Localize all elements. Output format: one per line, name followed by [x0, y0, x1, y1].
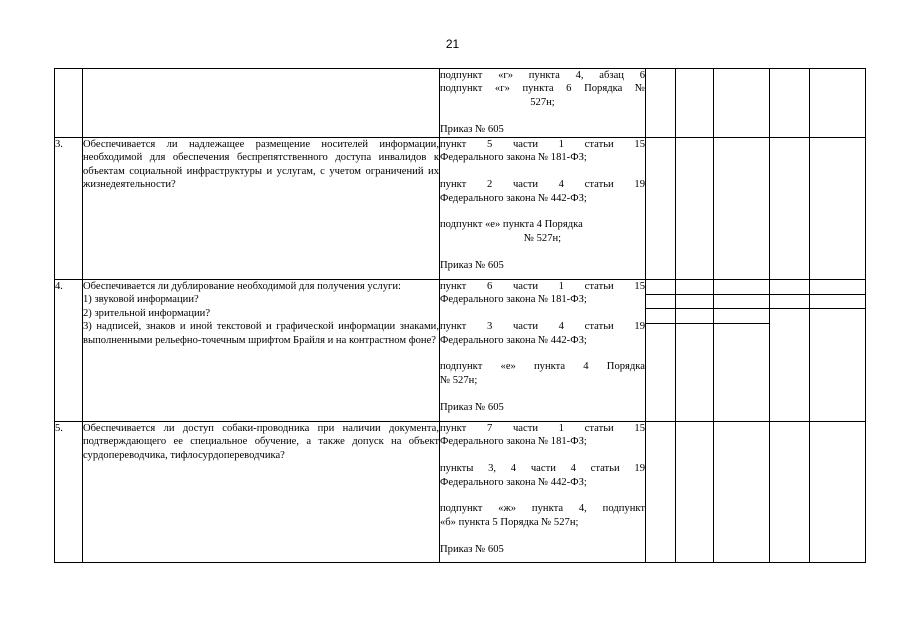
empty-cell: [770, 138, 810, 280]
empty-cell: [810, 422, 866, 563]
legal-reference-cell: [440, 138, 646, 280]
reference-line: пункт 2 части 4 статьи 19: [440, 179, 645, 191]
empty-cell: [676, 280, 714, 422]
empty-cell: [810, 280, 866, 422]
legal-reference-cell: [440, 280, 646, 422]
empty-cell: [714, 422, 770, 563]
question-option: 3) надписей, знаков и иной текстовой и графической информации знаками, выполненными рельефно-точечным шрифтом Брайля и на контрастном фоне?: [83, 321, 439, 346]
reference-line: Федерального закона № 181-ФЗ;: [440, 152, 587, 164]
reference-line: пункт 6 части 1 статьи 15: [440, 281, 645, 292]
reference-line: 527н;: [530, 96, 555, 108]
reference-line: пункт 7 части 1 статьи 15: [440, 423, 645, 434]
question-cell: [83, 69, 440, 138]
table-row: [55, 69, 866, 138]
page-number: 21: [445, 37, 460, 51]
reference-line: подпункт «е» пункта 4 Порядка: [440, 361, 645, 373]
question-text: Обеспечивается ли надлежащее размещение носителей информации, необходимой для обеспечения беспрепятственного доступа инвалидов к объектам социальной инфраструктуры и услугам, с учетом ограничений их жизнедеятельности?: [83, 139, 439, 191]
reference-line: № 527н;: [523, 232, 562, 244]
order-reference: Приказ № 605: [440, 259, 504, 271]
empty-cell: [676, 422, 714, 563]
empty-cell: [646, 69, 676, 138]
legal-reference-cell: [440, 422, 646, 563]
empty-cell: [810, 138, 866, 280]
empty-cell: [714, 138, 770, 280]
empty-cell: [810, 69, 866, 138]
legal-reference-cell: [440, 69, 646, 138]
empty-cell: [770, 422, 810, 563]
table-row: [55, 280, 866, 422]
question-option: 2) зрительной информации?: [83, 307, 211, 319]
empty-cell: [714, 280, 770, 422]
reference-line: пункт 5 части 1 статьи 15: [440, 139, 645, 150]
reference-line: Федерального закона № 181-ФЗ;: [440, 294, 587, 306]
reference-line: пункты 3, 4 части 4 статьи 19: [440, 463, 645, 475]
reference-line: Федерального закона № 442-ФЗ;: [440, 192, 587, 204]
reference-line: подпункт «ж» пункта 4, подпункт: [440, 503, 645, 515]
row-number: 4.: [55, 280, 83, 422]
question-text: Обеспечивается ли дублирование необходимой для получения услуги:: [83, 281, 401, 292]
reference-line: подпункт «г» пункта 6 Порядка №: [440, 83, 645, 95]
reference-line: «б» пункта 5 Порядка № 527н;: [440, 516, 579, 528]
reference-line: подпункт «е» пункта 4 Порядка: [440, 219, 583, 231]
reference-line: пункт 3 части 4 статьи 19: [440, 321, 645, 333]
empty-cell: [714, 69, 770, 138]
question-cell: [83, 280, 440, 422]
order-reference: Приказ № 605: [440, 123, 504, 135]
row-number: [55, 69, 83, 138]
empty-cell: [676, 69, 714, 138]
empty-cell: [676, 138, 714, 280]
reference-line: Федерального закона № 181-ФЗ;: [440, 436, 587, 448]
empty-cell: [770, 69, 810, 138]
order-reference: Приказ № 605: [440, 401, 504, 413]
question-option: 1) звуковой информации?: [83, 294, 199, 306]
empty-cell: [770, 280, 810, 422]
empty-cell: [646, 422, 676, 563]
row-number: 5.: [55, 422, 83, 563]
row-number: 3.: [55, 138, 83, 280]
question-text: Обеспечивается ли доступ собаки-проводника при наличии документа, подтверждающего ее специальное обучение, а также допуск на объект сурдопереводчика, тифлосурдопереводчика?: [83, 423, 439, 461]
reference-line: № 527н;: [440, 374, 478, 386]
reference-line: Федерального закона № 442-ФЗ;: [440, 476, 587, 488]
table-row: [55, 422, 866, 563]
question-cell: [83, 138, 440, 280]
empty-cell: [646, 138, 676, 280]
empty-cell: [646, 280, 676, 422]
question-cell: [83, 422, 440, 563]
reference-line: подпункт «г» пункта 4, абзац 6: [440, 70, 645, 81]
table-row: [55, 138, 866, 280]
reference-line: Федерального закона № 442-ФЗ;: [440, 334, 587, 346]
checklist-table: [54, 68, 866, 563]
order-reference: Приказ № 605: [440, 543, 504, 555]
